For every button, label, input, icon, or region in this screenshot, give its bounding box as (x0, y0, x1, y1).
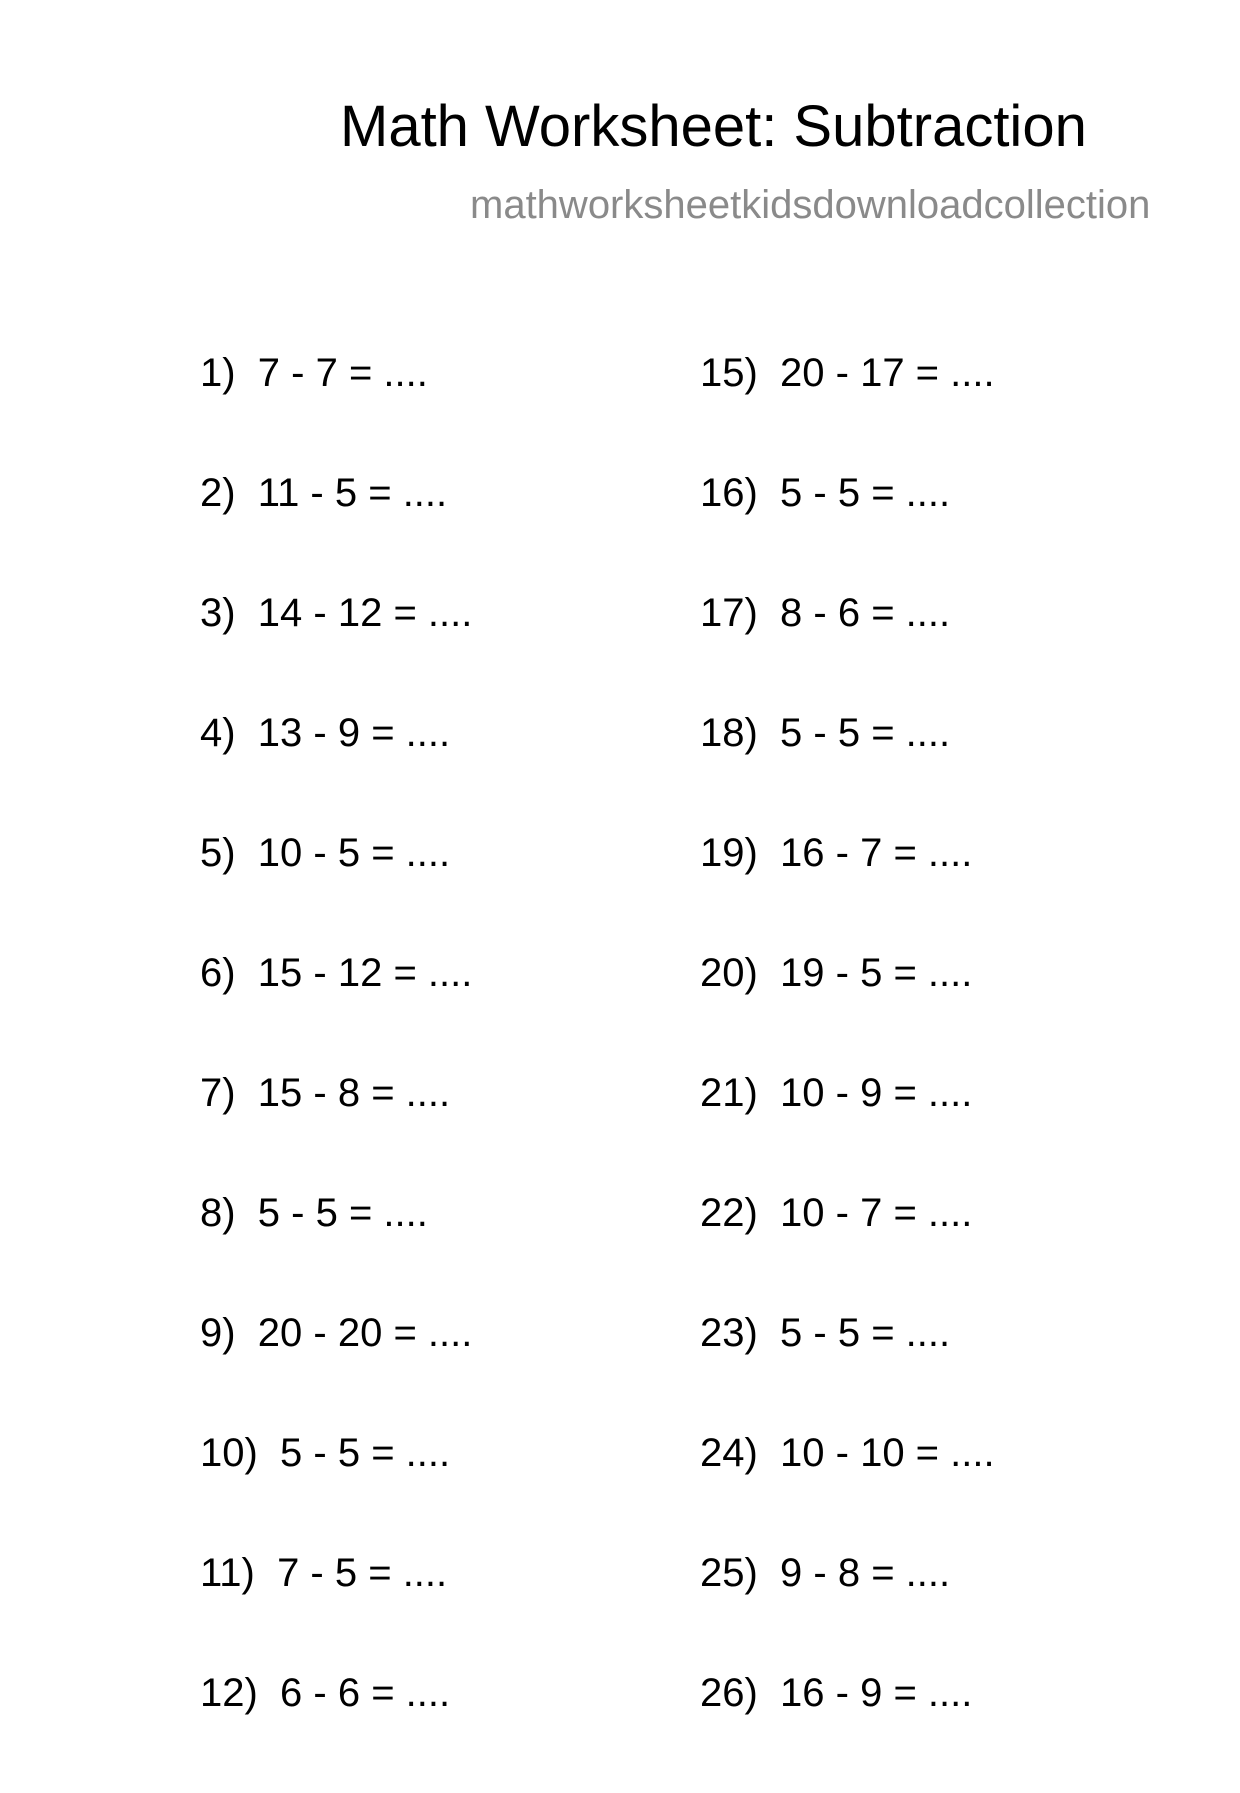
problem-item: 19) 16 - 7 = .... (700, 831, 973, 875)
problem-item: 10) 5 - 5 = .... (200, 1431, 451, 1475)
problem-item: 8) 5 - 5 = .... (200, 1191, 428, 1235)
problem-item: 16) 5 - 5 = .... (700, 471, 951, 515)
problem-item: 2) 11 - 5 = .... (200, 471, 448, 515)
problem-item: 1) 7 - 7 = .... (200, 351, 428, 395)
problem-item: 3) 14 - 12 = .... (200, 591, 473, 635)
problem-item: 11) 7 - 5 = .... (200, 1551, 448, 1595)
problem-item: 26) 16 - 9 = .... (700, 1671, 973, 1715)
problem-item: 25) 9 - 8 = .... (700, 1551, 951, 1595)
problem-item: 17) 8 - 6 = .... (700, 591, 951, 635)
problem-item: 7) 15 - 8 = .... (200, 1071, 451, 1115)
problem-item: 24) 10 - 10 = .... (700, 1431, 995, 1475)
problem-item: 23) 5 - 5 = .... (700, 1311, 951, 1355)
problem-column-left (200, 353, 472, 1793)
problem-item: 21) 10 - 9 = .... (700, 1071, 973, 1115)
problem-item: 20) 19 - 5 = .... (700, 951, 973, 995)
problem-item: 15) 20 - 17 = .... (700, 351, 995, 395)
problem-item: 22) 10 - 7 = .... (700, 1191, 973, 1235)
worksheet-title: Math Worksheet: Subtraction (340, 94, 1087, 159)
problem-item: 5) 10 - 5 = .... (200, 831, 451, 875)
worksheet-subtitle: mathworksheetkidsdownloadcollection (470, 183, 1151, 227)
problem-item: 4) 13 - 9 = .... (200, 711, 451, 755)
problem-item: 9) 20 - 20 = .... (200, 1311, 473, 1355)
problem-column-right (700, 353, 995, 1793)
problem-item: 12) 6 - 6 = .... (200, 1671, 451, 1715)
problem-item: 6) 15 - 12 = .... (200, 951, 473, 995)
problem-item: 18) 5 - 5 = .... (700, 711, 951, 755)
